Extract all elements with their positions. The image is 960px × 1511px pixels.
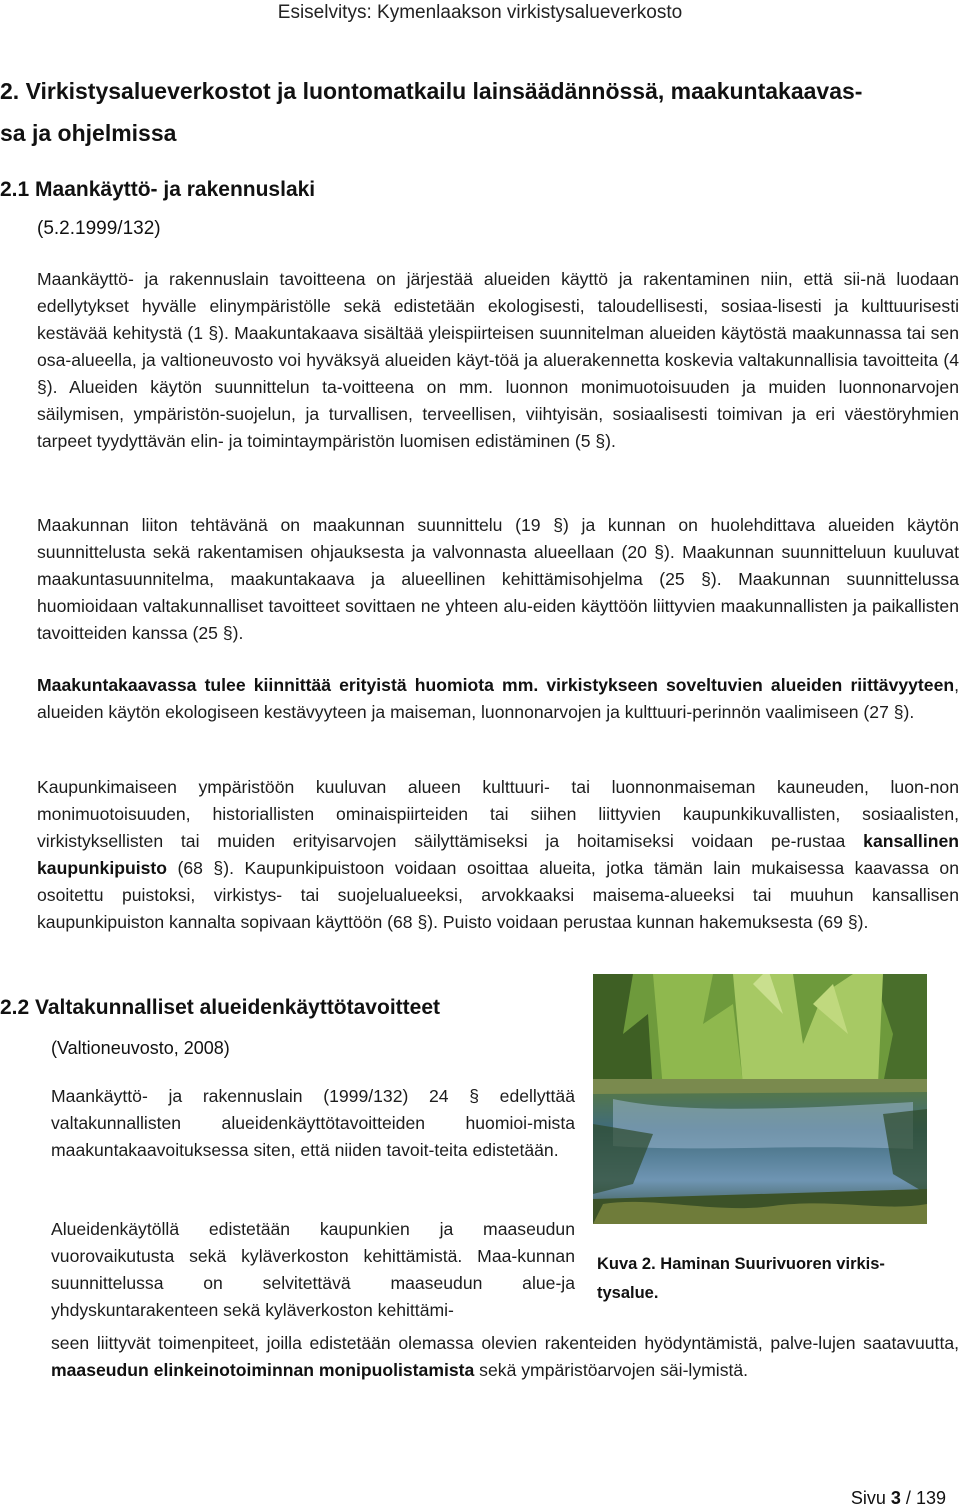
page-current: 3 bbox=[890, 1488, 901, 1508]
lake-photo bbox=[593, 974, 927, 1224]
paragraph-land-use-act: Maankäyttö- ja rakennuslain tavoitteena on järjestää alueiden käyttö ja rakentaminen niin, että sii-nä luodaan edellytykset hyvälle elinympäristölle sekä edistetään ekologisesti, taloudellisesti, sosiaa-lisesti ja kulttuurisesti kestävää kehitystä (1 §). Maakuntakaava sisältää yleispiirteisen suunnitelman alueiden käytöstä maakunnassa tai sen osa-alueella, ja valtioneuvosto voi hyväksyä alueiden käyt-töä ja aluerakennetta koskevia valtakunnallisia tavoitteita (4 §). Alueiden käytön suunnittelun ta-voitteena on mm. luonnon monimuotoisuuden ja muiden luonnonarvojen säilymisen, ympäristön-suojelun, ja turvallisen, terveellisen, viihtyisän, sosiaalisesti toimivan ja eri väestöryhmien tarpeet tyydyttävän elin- ja toimintaympäristön luomisen edistäminen (5 §). bbox=[37, 269, 959, 451]
page-number bbox=[851, 1488, 946, 1509]
paragraph-urban-rural: Alueidenkäytöllä edistetään kaupunkien ja maaseudun vuorovaikutusta sekä kyläverkoston kehittämistä. Maa-kunnan suunnittelussa on selvitettävä maaseudun alue-ja yhdyskuntarakenteen sekä kyläverkoston kehittämi- bbox=[51, 1219, 575, 1320]
paragraph-regional-planning: Maakunnan liiton tehtävänä on maakunnan suunnittelu (19 §) ja kunnan on huolehdittava alueiden käytön suunnittelusta sekä rakentamisen ohjauksesta ja valvonnasta alueellaan (20 §). Maakunnan suunnitteluun kuuluvat maakuntasuunnitelma, maakuntakaava ja alueellinen kehittämisohjelma (25 §). Maakunnan suunnittelussa huomioidaan valtakunnalliset tavoitteet sovittaen ne yhteen alu-eiden käyttöön liittyvien maakunnallisten ja paikallisten tavoitteiden kanssa (25 §). bbox=[37, 515, 959, 643]
section-2-heading bbox=[0, 70, 960, 154]
paragraph-national-urban-park bbox=[37, 774, 959, 936]
paragraph-rural-livelihoods bbox=[51, 1330, 959, 1384]
section-2-heading-line2: sa ja ohjelmissa bbox=[0, 120, 177, 146]
section-2-1-heading: 2.1 Maankäyttö- ja rakennuslaki bbox=[0, 178, 316, 201]
paragraph-regional-plan-recreation bbox=[37, 672, 959, 726]
section-2-2-heading: 2.2 Valtakunnalliset alueidenkäyttötavoitteet bbox=[0, 996, 440, 1019]
section-2-heading-line1: 2. Virkistysalueverkostot ja luontomatkailu lainsäädännössä, maakuntakaavas- bbox=[0, 78, 863, 104]
page-label: Sivu bbox=[850, 1488, 886, 1508]
paragraph-text: (68 §). Kaupunkipuistoon voidaan osoittaa alueita, jotka tämän lain mukaisessa kaavassa on osoitettu puistoksi, virkistys- tai suojelualueeksi, arvokkaaksi maisema-alueeksi tai muuhun kansallisen kaupunkipuiston kannalta sopivaan käyttöön (68 §). Puisto voidaan perustaa kunnan hakemuksesta (69 §). bbox=[37, 858, 959, 932]
law-reference: (5.2.1999/132) bbox=[37, 218, 161, 239]
paragraph-text: Kaupunkimaiseen ympäristöön kuuluvan alueen kulttuuri- tai luonnonmaiseman kauneuden, luon-non monimuotoisuuden, historiallisten ominaispiirteiden tai siihen liittyvien kaupunkikuvallisten, sosiaalisten, virkistyksellisten tai muiden erityisarvojen säilyttämiseksi ja hoitamiseksi voidaan pe-rustaa bbox=[37, 777, 959, 851]
bold-recreation-emphasis: Maakuntakaavassa tulee kiinnittää erityistä huomiota mm. virkistykseen soveltuvien alueiden riittävyyteen bbox=[37, 675, 955, 695]
source-reference: (Valtioneuvosto, 2008) bbox=[51, 1038, 230, 1058]
paragraph-text: seen liittyvät toimenpiteet, joilla edistetään olemassa olevien rakenteiden hyödyntämistä, palve-lujen saatavuutta, bbox=[51, 1333, 959, 1353]
bold-rural-diversification: maaseudun elinkeinotoiminnan monipuolistamista bbox=[51, 1360, 475, 1380]
figure-caption: Kuva 2. Haminan Suurivuoren virkis-tysalue. bbox=[597, 1255, 885, 1302]
page-header: Esiselvitys: Kymenlaakson virkistysalueverkosto bbox=[277, 2, 683, 23]
page-total: 139 bbox=[915, 1488, 946, 1508]
bold-national-urban-park: kansallinen kaupunkipuisto bbox=[37, 831, 959, 878]
paragraph-text: sekä ympäristöarvojen säi-lymistä. bbox=[474, 1360, 749, 1380]
page-separator: / bbox=[905, 1488, 911, 1508]
paragraph-national-objectives: Maankäyttö- ja rakennuslain (1999/132) 24 § edellyttää valtakunnallisten alueidenkäyttötavoitteiden huomioi-mista maakuntakaavoituksessa siten, että niiden tavoit-teita edistetään. bbox=[51, 1086, 575, 1160]
paragraph-text: , alueiden käytön ekologiseen kestävyyteen ja maiseman, luonnonarvojen ja kulttuuri-perinnön vaalimiseen (27 §). bbox=[37, 675, 959, 722]
